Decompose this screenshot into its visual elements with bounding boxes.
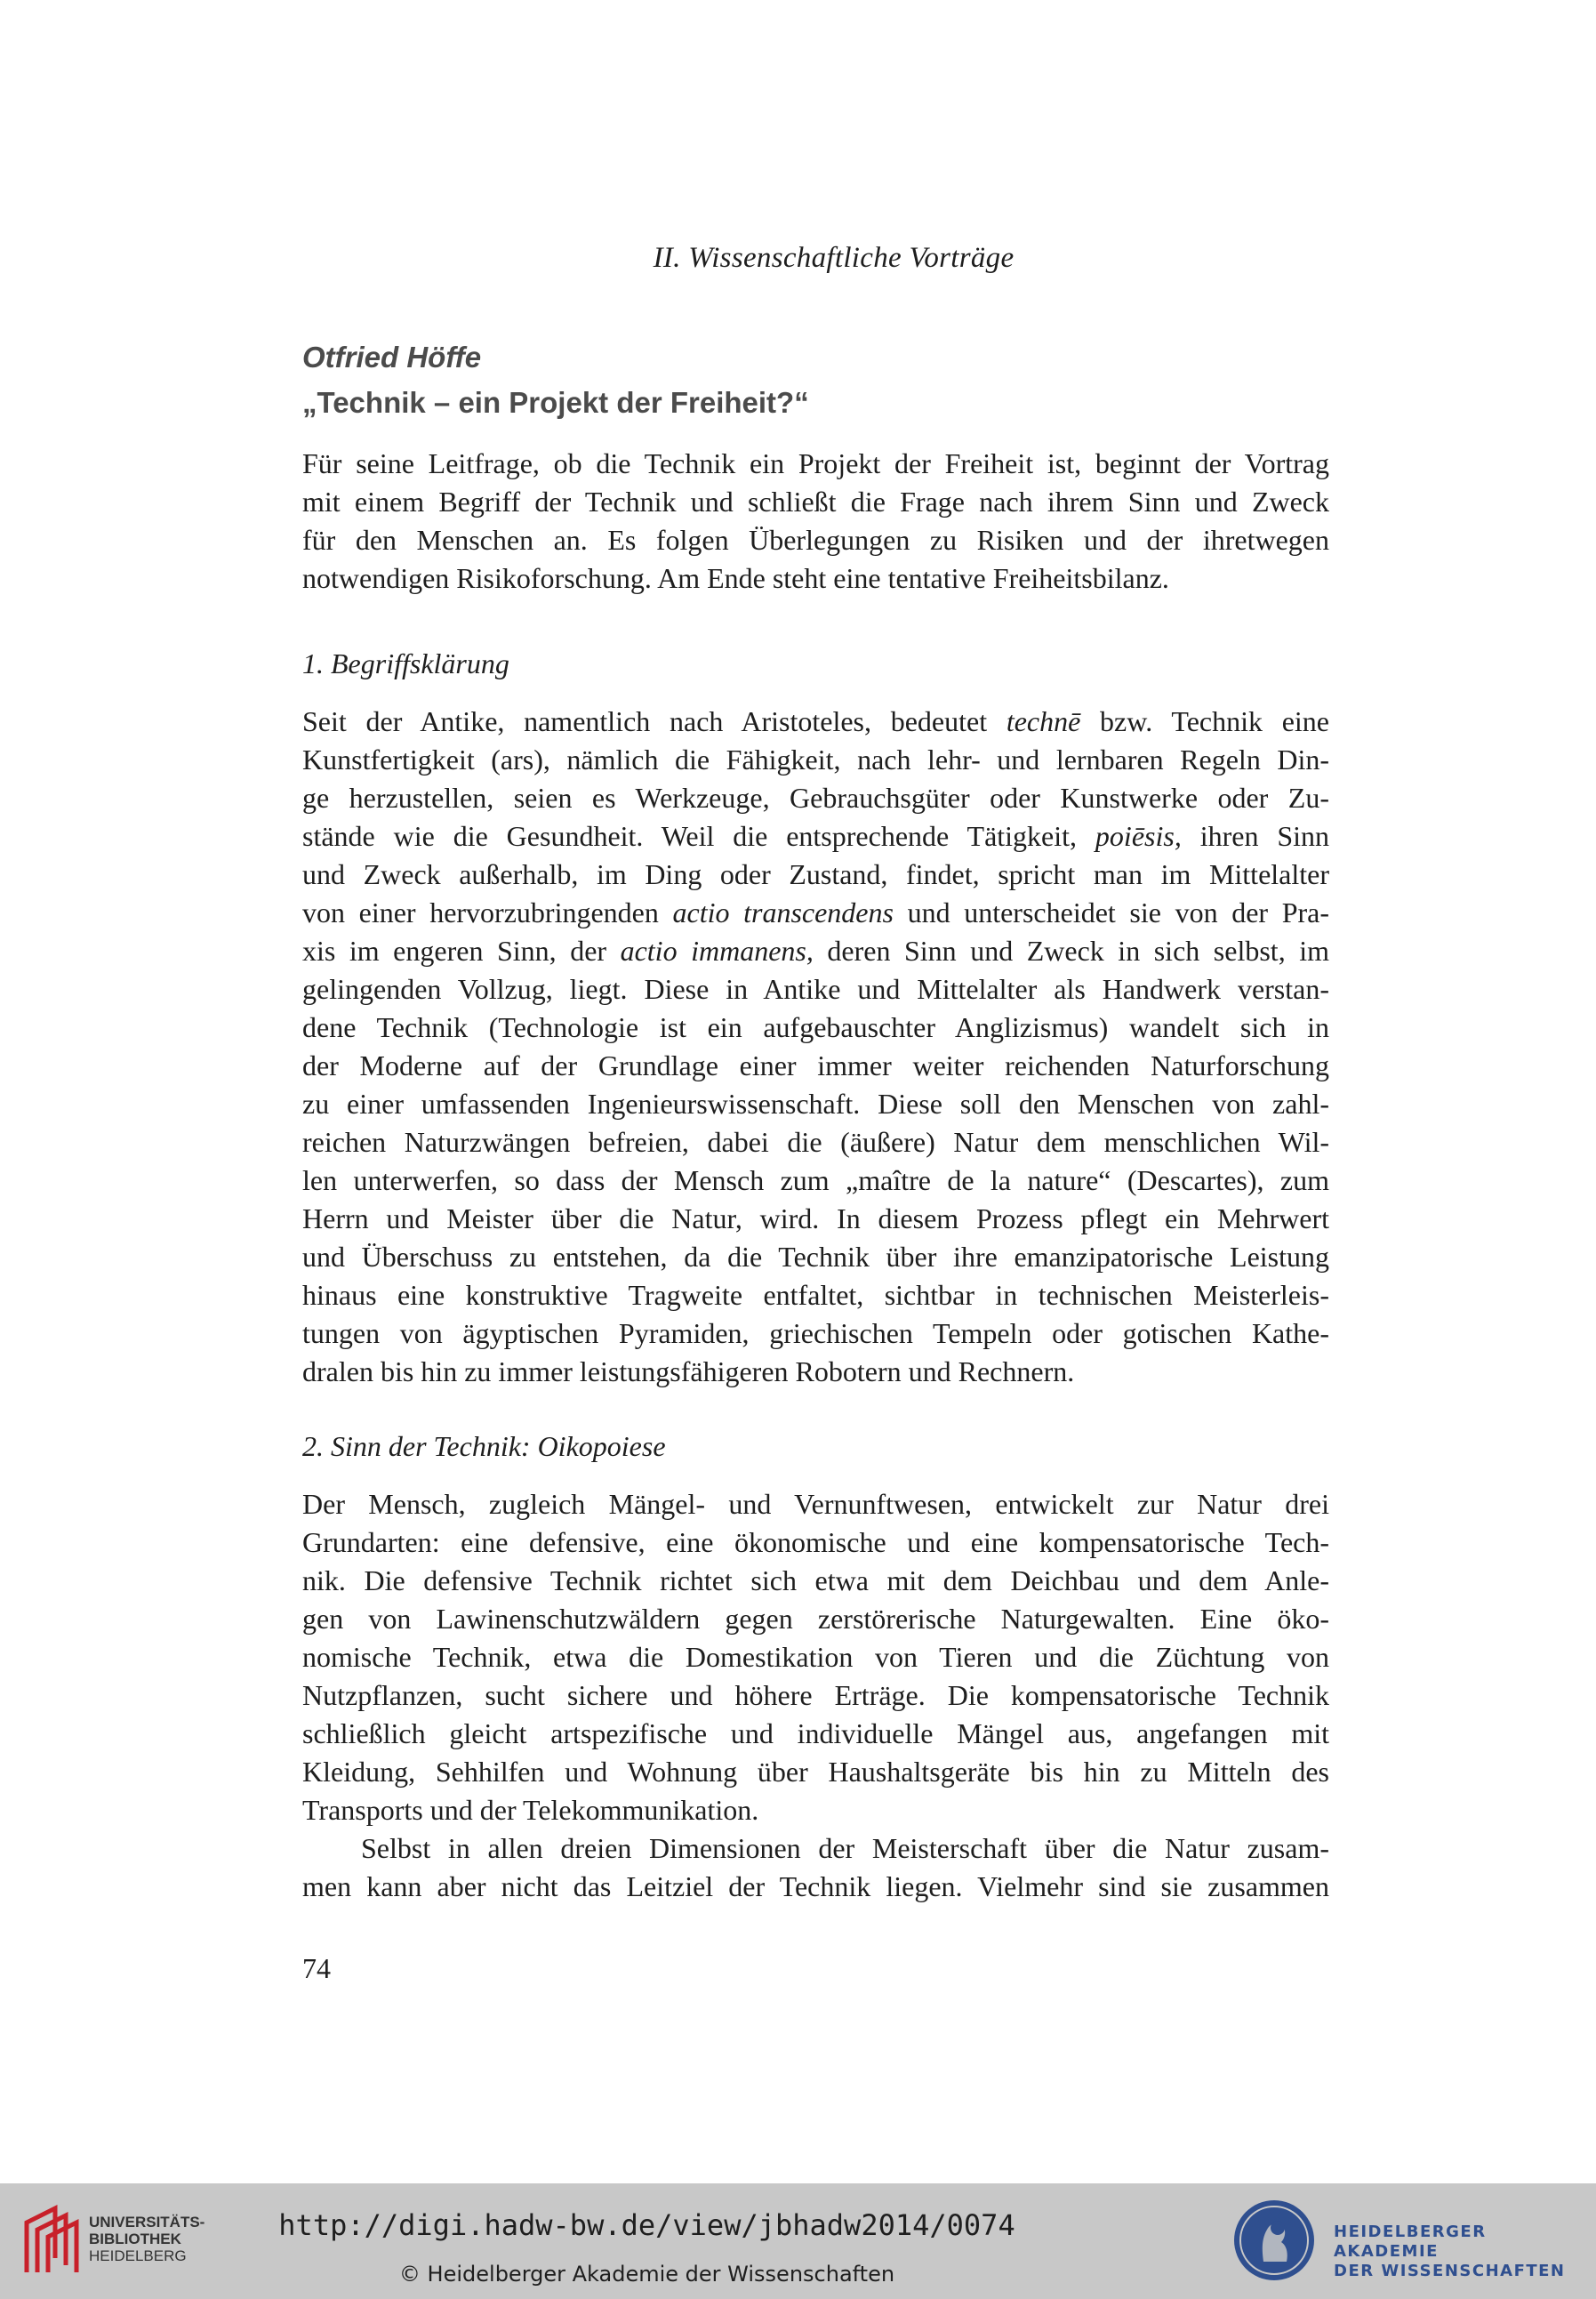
text-line: nik. Die defensive Technik richtet sich etwa mit dem Deichbau und dem Anle- xyxy=(302,1564,1329,1596)
permalink-url[interactable]: http://digi.hadw-bw.de/view/jbhadw2014/0074 xyxy=(278,2208,1015,2242)
text-line: der Moderne auf der Grundlage einer immer weiter reichenden Naturforschung xyxy=(302,1049,1329,1081)
text-line: dralen bis hin zu immer leistungsfähigeren Robotern und Rechnern. xyxy=(302,1355,1075,1387)
page-number: 74 xyxy=(302,1952,331,1984)
abstract-paragraph xyxy=(302,445,1329,598)
text-line: Selbst in allen dreien Dimensionen der Meisterschaft über die Natur zusam- xyxy=(361,1832,1329,1864)
copyright-notice: © Heidelberger Akademie der Wissenschaften xyxy=(398,2262,895,2287)
section-heading-2: 2. Sinn der Technik: Oikopoiese xyxy=(302,1430,666,1462)
text-line: Nutzpflanzen, sucht sichere und höhere Erträge. Die kompensatorische Technik xyxy=(302,1679,1329,1711)
talk-title: „Technik – ein Projekt der Freiheit?“ xyxy=(302,386,809,419)
text-line: reichen Naturzwängen befreien, dabei die (äußere) Natur dem menschlichen Wil- xyxy=(302,1126,1329,1158)
section-1-paragraph xyxy=(302,703,1329,1391)
section-2-paragraph xyxy=(302,1485,1329,1829)
academy-name: HEIDELBERGER AKADEMIE DER WISSENSCHAFTEN xyxy=(1334,2223,1566,2280)
text-line: hinaus eine konstruktive Tragweite entfaltet, sichtbar in technischen Meisterleis- xyxy=(302,1279,1329,1311)
text-line: Grundarten: eine defensive, eine ökonomische und eine kompensatorische Tech- xyxy=(302,1526,1329,1558)
text-line: und Zweck außerhalb, im Ding oder Zustand, findet, spricht man im Mittelalter xyxy=(302,858,1329,890)
text-line: Herrn und Meister über die Natur, wird. In diesem Prozess pflegt ein Mehrwert xyxy=(302,1202,1329,1234)
text-line: notwendigen Risikoforschung. Am Ende steht eine tentative Freiheitsbilanz. xyxy=(302,562,1169,594)
text-line: nomische Technik, etwa die Domestikation von Tieren und die Züchtung von xyxy=(302,1641,1329,1673)
text-line: von einer hervorzubringenden actio transcendens und unterscheidet sie von der Pra- xyxy=(302,896,1330,928)
text-line: Kunstfertigkeit (ars), nämlich die Fähigkeit, nach lehr- und lernbaren Regeln Din- xyxy=(302,744,1329,776)
text-line: dene Technik (Technologie ist ein aufgebauschter Anglizismus) wandelt sich in xyxy=(302,1011,1329,1043)
text-line: Für seine Leitfrage, ob die Technik ein Projekt der Freiheit ist, beginnt der Vortrag xyxy=(302,447,1329,479)
text-line: zu einer umfassenden Ingenieurswissenschaft. Diese soll den Menschen von zahl- xyxy=(302,1088,1329,1120)
academy-seal-icon xyxy=(1231,2198,1317,2283)
section-heading-1: 1. Begriffsklärung xyxy=(302,647,509,679)
text-line: Der Mensch, zugleich Mängel- und Vernunftwesen, entwickelt zur Natur drei xyxy=(302,1488,1329,1520)
text-line: stände wie die Gesundheit. Weil die entsprechende Tätigkeit, poiēsis, ihren Sinn xyxy=(302,820,1330,852)
author-name: Otfried Höffe xyxy=(302,341,482,374)
text-line: und Überschuss zu entstehen, da die Technik über ihre emanzipatorische Leistung xyxy=(302,1241,1329,1273)
text-line: len unterwerfen, so dass der Mensch zum „maître de la nature“ (Descartes), zum xyxy=(302,1164,1329,1196)
text-line: Transports und der Telekommunikation. xyxy=(302,1794,759,1826)
footer-bar xyxy=(0,2183,1596,2299)
text-line: ge herzustellen, seien es Werkzeuge, Gebrauchsgüter oder Kunstwerke oder Zu- xyxy=(302,782,1329,814)
text-line: schließlich gleicht artspezifische und individuelle Mängel aus, angefangen mit xyxy=(302,1717,1329,1749)
text-line: gen von Lawinenschutzwäldern gegen zerstörerische Naturgewalten. Eine öko- xyxy=(302,1603,1329,1635)
text-line: Seit der Antike, namentlich nach Aristoteles, bedeutet technē bzw. Technik eine xyxy=(302,705,1330,737)
section-2-paragraph-2 xyxy=(302,1829,1329,1906)
text-line: für den Menschen an. Es folgen Überlegungen zu Risiken und der ihretwegen xyxy=(302,524,1329,556)
text-line: gelingenden Vollzug, liegt. Diese in Antike und Mittelalter als Handwerk verstan- xyxy=(302,973,1329,1005)
text-line: xis im engeren Sinn, der actio immanens, deren Sinn und Zweck in sich selbst, im xyxy=(302,935,1330,967)
text-line: tungen von ägyptischen Pyramiden, griechischen Tempeln oder gotischen Kathe- xyxy=(302,1317,1329,1349)
university-library-name: UNIVERSITÄTS- BIBLIOTHEK HEIDELBERG xyxy=(89,2214,205,2264)
text-line: men kann aber nicht das Leitziel der Technik liegen. Vielmehr sind sie zusammen xyxy=(302,1870,1329,1902)
text-line: Kleidung, Sehhilfen und Wohnung über Haushaltsgeräte bis hin zu Mitteln des xyxy=(302,1756,1329,1788)
running-head: II. Wissenschaftliche Vorträge xyxy=(653,242,1015,274)
text-line: mit einem Begriff der Technik und schließt die Frage nach ihrem Sinn und Zweck xyxy=(302,486,1329,518)
